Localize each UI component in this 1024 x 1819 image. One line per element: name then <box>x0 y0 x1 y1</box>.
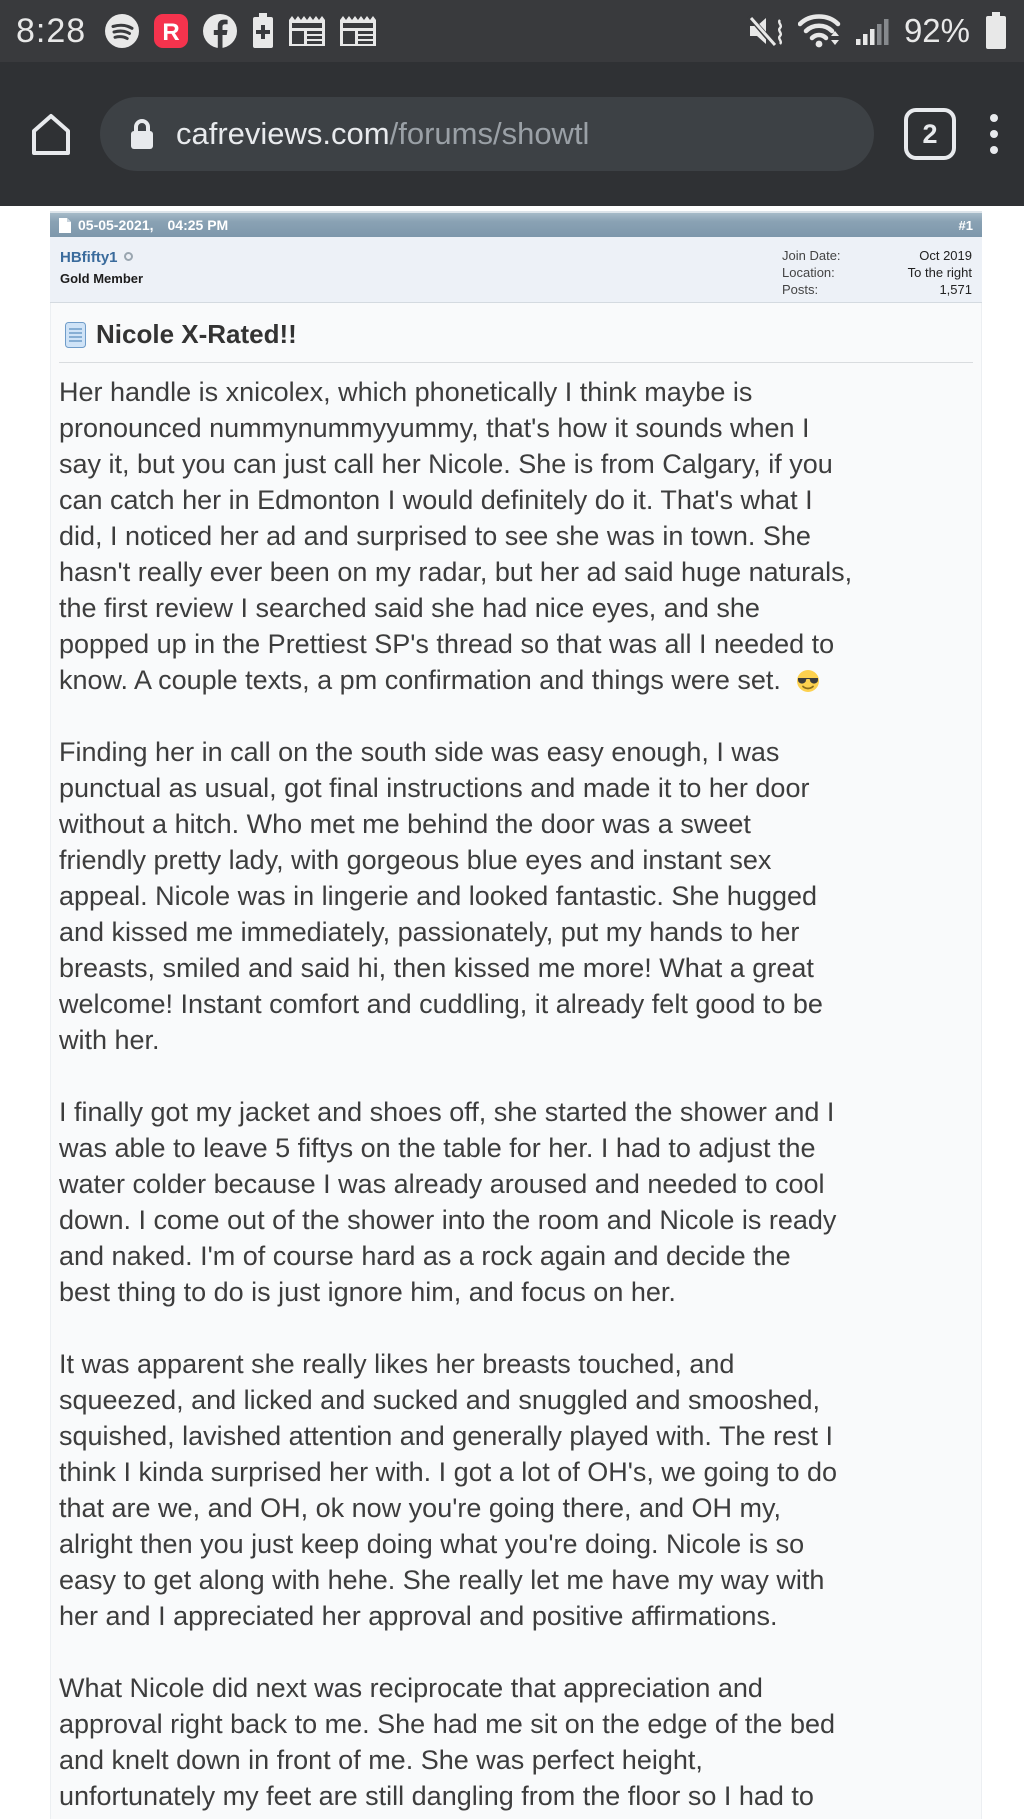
post-line: best thing to do is just ignore him, and focus on her. <box>59 1277 676 1307</box>
post-line: It was apparent she really likes her breasts touched, and <box>59 1349 735 1379</box>
post-body <box>50 303 982 1819</box>
post-line: was able to leave 5 fiftys on the table for her. I had to adjust the <box>59 1133 816 1163</box>
post-line: breasts, smiled and said hi, then kissed me more! What a great <box>59 953 814 983</box>
url-bar[interactable] <box>100 97 874 171</box>
post-paragraph <box>59 374 981 698</box>
post-line: know. A couple texts, a pm confirmation and things were set. <box>59 662 981 698</box>
post-paragraph <box>59 1094 981 1310</box>
post-user-row <box>50 237 982 303</box>
post-line: pronounced nummynummyyummy, that's how it sounds when I <box>59 413 810 443</box>
post-line: her and I appreciated her approval and positive affirmations. <box>59 1601 778 1631</box>
post-line: approval right back to me. She had me sit on the edge of the bed <box>59 1709 835 1739</box>
browser-toolbar <box>0 62 1024 206</box>
sunglasses-emoji-icon <box>796 669 820 693</box>
post-body-text <box>59 374 981 1814</box>
post-line: appeal. Nicole was in lingerie and looked fantastic. She hugged <box>59 881 818 911</box>
post-line: and kissed me immediately, passionately, put my hands to her <box>59 917 800 947</box>
post-line: popped up in the Prettiest SP's thread so that was all I needed to <box>59 629 835 659</box>
news-widget-icon <box>288 14 326 48</box>
url-text <box>176 116 589 152</box>
tab-switcher-button[interactable] <box>904 108 956 160</box>
r-app-icon <box>153 13 189 49</box>
user-details <box>782 247 972 298</box>
post-line: with her. <box>59 1025 160 1055</box>
post-line: easy to get along with hehe. She really let me have my way with <box>59 1565 825 1595</box>
post-date: 05-05-2021, <box>78 217 154 233</box>
online-status-icon <box>124 252 133 261</box>
post-line: down. I come out of the shower into the room and Nicole is ready <box>59 1205 837 1235</box>
username-link[interactable]: HBfifty1 <box>60 249 118 266</box>
post-line: that are we, and OH, ok now you're going there, and OH my, <box>59 1493 782 1523</box>
post-line: water colder because I was already aroused and needed to cool <box>59 1169 825 1199</box>
post-date-icon <box>59 218 71 233</box>
post-line: can catch her in Edmonton I would definitely do it. That's what I <box>59 485 813 515</box>
post-line: punctual as usual, got final instructions and made it to her door <box>59 773 810 803</box>
url-path: /forums/showtl <box>389 116 590 151</box>
post-line: alright then you just keep doing what you're doing. Nicole is so <box>59 1529 805 1559</box>
post-line: without a hitch. Who met me behind the door was a sweet <box>59 809 751 839</box>
post-paragraph <box>59 734 981 1058</box>
user-detail-row: Location: To the right <box>782 265 972 280</box>
url-domain: cafreviews.com <box>176 116 390 151</box>
post-line: welcome! Instant comfort and cuddling, it already felt good to be <box>59 989 823 1019</box>
wifi-icon <box>798 12 846 50</box>
home-button[interactable] <box>26 109 76 159</box>
user-detail-row: Posts: 1,571 <box>782 282 972 297</box>
post-line: I finally got my jacket and shoes off, she started the shower and I <box>59 1097 835 1127</box>
battery-icon <box>984 12 1008 50</box>
forum-post <box>50 211 982 1819</box>
post-line: unfortunately my feet are still dangling from the floor so I had to <box>59 1781 814 1811</box>
title-divider <box>59 362 973 363</box>
post-line: and knelt down in front of me. She was perfect height, <box>59 1745 703 1775</box>
post-line: and naked. I'm of course hard as a rock again and decide the <box>59 1241 791 1271</box>
post-title: Nicole X-Rated!! <box>96 319 297 349</box>
post-line: the first review I searched said she had nice eyes, and she <box>59 593 760 623</box>
post-header-bar <box>50 211 982 237</box>
post-line: What Nicole did next was reciprocate that appreciation and <box>59 1673 763 1703</box>
post-line: friendly pretty lady, with gorgeous blue eyes and instant sex <box>59 845 772 875</box>
thread-post-icon <box>65 322 86 348</box>
lock-icon[interactable] <box>128 117 156 151</box>
web-page <box>0 206 1024 1819</box>
post-line: did, I noticed her ad and surprised to see she was in town. She <box>59 521 811 551</box>
post-line: Finding her in call on the south side was easy enough, I was <box>59 737 780 767</box>
status-bar <box>0 0 1024 62</box>
member-title: Gold Member <box>60 271 144 286</box>
clock-time: 8:28 <box>16 11 87 50</box>
post-line: squeezed, and licked and sucked and snuggled and smooshed, <box>59 1385 821 1415</box>
mute-vibrate-icon <box>746 13 788 49</box>
post-line: hasn't really ever been on my radar, but her ad said huge naturals, <box>59 557 853 587</box>
post-time: 04:25 PM <box>167 217 229 233</box>
browser-menu-button[interactable] <box>990 114 998 154</box>
post-line: say it, but you can just call her Nicole. She is from Calgary, if you <box>59 449 833 479</box>
post-line: squished, lavished attention and generally played with. The rest I <box>59 1421 833 1451</box>
user-detail-row: Join Date: Oct 2019 <box>782 248 972 263</box>
news-widget-icon <box>339 14 377 48</box>
battery-percent: 92% <box>903 12 970 49</box>
cell-signal-icon <box>856 13 892 49</box>
tab-count: 2 <box>922 118 938 149</box>
battery-plus-icon <box>251 13 275 49</box>
post-line: Her handle is xnicolex, which phonetically I think maybe is <box>59 377 753 407</box>
post-paragraph <box>59 1670 981 1814</box>
svg-text:R: R <box>162 19 180 46</box>
post-number-link[interactable]: #1 <box>958 217 973 233</box>
post-line: think I kinda surprised her with. I got a lot of OH's, we going to do <box>59 1457 838 1487</box>
facebook-icon <box>202 13 238 49</box>
spotify-icon <box>104 13 140 49</box>
post-paragraph <box>59 1346 981 1634</box>
